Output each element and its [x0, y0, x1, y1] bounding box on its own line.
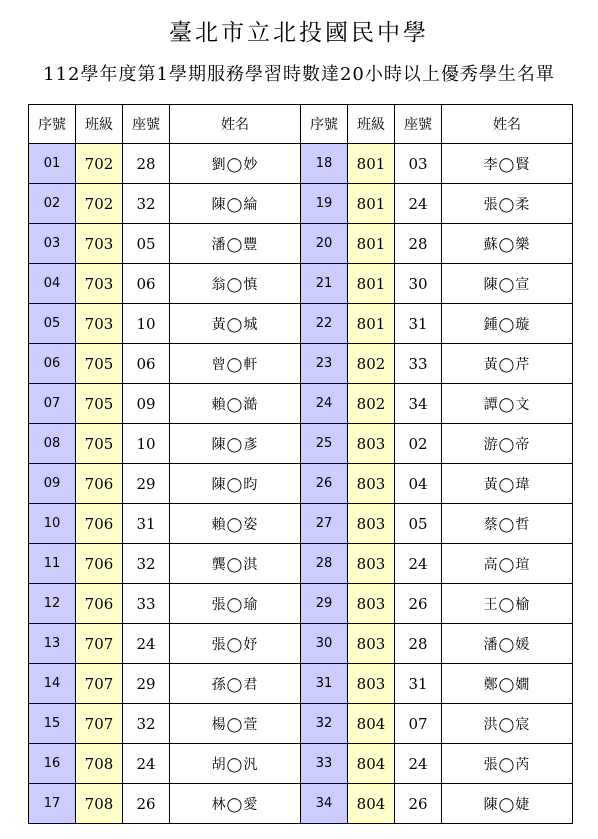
student-name-cell: 賴◯澔 — [170, 384, 301, 424]
class-number-cell: 802 — [348, 384, 395, 424]
header-seq-right: 序號 — [301, 105, 348, 144]
seat-number-cell: 28 — [123, 144, 170, 184]
seat-number-cell: 24 — [395, 544, 442, 584]
seat-number-cell: 32 — [123, 184, 170, 224]
table-row — [29, 144, 573, 184]
document-subtitle: 112學年度第1學期服務學習時數達20小時以上優秀學生名單 — [43, 64, 555, 85]
seat-number-cell: 02 — [395, 424, 442, 464]
class-number-cell: 706 — [76, 544, 123, 584]
seat-number-cell: 31 — [395, 304, 442, 344]
student-name-cell: 鄭◯嫺 — [442, 664, 573, 704]
student-name-cell: 張◯芮 — [442, 744, 573, 784]
seat-number-cell: 32 — [123, 704, 170, 744]
seat-number-cell: 30 — [395, 264, 442, 304]
table-row — [29, 664, 573, 704]
student-name-cell: 張◯柔 — [442, 184, 573, 224]
serial-number-cell: 14 — [29, 664, 76, 704]
table-row — [29, 344, 573, 384]
class-number-cell: 803 — [348, 424, 395, 464]
student-name-cell: 翁◯慎 — [170, 264, 301, 304]
student-name-cell: 蘇◯樂 — [442, 224, 573, 264]
class-number-cell: 803 — [348, 544, 395, 584]
class-number-cell: 708 — [76, 744, 123, 784]
class-number-cell: 801 — [348, 304, 395, 344]
serial-number-cell: 16 — [29, 744, 76, 784]
header-class-right: 班級 — [348, 105, 395, 144]
student-name-cell: 劉◯妙 — [170, 144, 301, 184]
table-row — [29, 464, 573, 504]
seat-number-cell: 05 — [123, 224, 170, 264]
serial-number-cell: 05 — [29, 304, 76, 344]
table-row — [29, 584, 573, 624]
serial-number-cell: 03 — [29, 224, 76, 264]
student-name-cell: 龔◯淇 — [170, 544, 301, 584]
roster-body — [29, 144, 573, 824]
class-number-cell: 705 — [76, 344, 123, 384]
class-number-cell: 703 — [76, 224, 123, 264]
student-name-cell: 潘◯豐 — [170, 224, 301, 264]
class-number-cell: 708 — [76, 784, 123, 824]
serial-number-cell: 32 — [301, 704, 348, 744]
class-number-cell: 706 — [76, 584, 123, 624]
student-name-cell: 林◯愛 — [170, 784, 301, 824]
serial-number-cell: 34 — [301, 784, 348, 824]
seat-number-cell: 31 — [123, 504, 170, 544]
table-row — [29, 264, 573, 304]
serial-number-cell: 02 — [29, 184, 76, 224]
serial-number-cell: 22 — [301, 304, 348, 344]
header-row — [29, 105, 573, 144]
header-class-left: 班級 — [76, 105, 123, 144]
seat-number-cell: 29 — [123, 664, 170, 704]
serial-number-cell: 09 — [29, 464, 76, 504]
seat-number-cell: 31 — [395, 664, 442, 704]
class-number-cell: 801 — [348, 264, 395, 304]
class-number-cell: 803 — [348, 584, 395, 624]
class-number-cell: 804 — [348, 744, 395, 784]
table-row — [29, 704, 573, 744]
seat-number-cell: 09 — [123, 384, 170, 424]
serial-number-cell: 21 — [301, 264, 348, 304]
serial-number-cell: 13 — [29, 624, 76, 664]
header-seq-left: 序號 — [29, 105, 76, 144]
seat-number-cell: 34 — [395, 384, 442, 424]
seat-number-cell: 24 — [395, 184, 442, 224]
seat-number-cell: 06 — [123, 264, 170, 304]
class-number-cell: 707 — [76, 624, 123, 664]
student-name-cell: 張◯妤 — [170, 624, 301, 664]
seat-number-cell: 06 — [123, 344, 170, 384]
serial-number-cell: 10 — [29, 504, 76, 544]
serial-number-cell: 31 — [301, 664, 348, 704]
seat-number-cell: 10 — [123, 424, 170, 464]
serial-number-cell: 04 — [29, 264, 76, 304]
student-name-cell: 潘◯媛 — [442, 624, 573, 664]
student-name-cell: 游◯帝 — [442, 424, 573, 464]
seat-number-cell: 26 — [123, 784, 170, 824]
student-name-cell: 高◯瑄 — [442, 544, 573, 584]
table-row — [29, 544, 573, 584]
serial-number-cell: 08 — [29, 424, 76, 464]
table-row — [29, 744, 573, 784]
serial-number-cell: 01 — [29, 144, 76, 184]
class-number-cell: 803 — [348, 464, 395, 504]
student-name-cell: 陳◯彥 — [170, 424, 301, 464]
serial-number-cell: 33 — [301, 744, 348, 784]
student-name-cell: 陳◯婕 — [442, 784, 573, 824]
student-name-cell: 譚◯文 — [442, 384, 573, 424]
header-name-right: 姓名 — [442, 105, 573, 144]
student-name-cell: 陳◯宣 — [442, 264, 573, 304]
header-seat-left: 座號 — [123, 105, 170, 144]
class-number-cell: 707 — [76, 664, 123, 704]
serial-number-cell: 29 — [301, 584, 348, 624]
seat-number-cell: 10 — [123, 304, 170, 344]
seat-number-cell: 32 — [123, 544, 170, 584]
seat-number-cell: 03 — [395, 144, 442, 184]
serial-number-cell: 17 — [29, 784, 76, 824]
table-row — [29, 424, 573, 464]
serial-number-cell: 23 — [301, 344, 348, 384]
table-row — [29, 504, 573, 544]
class-number-cell: 801 — [348, 184, 395, 224]
header-name-left: 姓名 — [170, 105, 301, 144]
student-name-cell: 賴◯姿 — [170, 504, 301, 544]
student-name-cell: 曾◯軒 — [170, 344, 301, 384]
class-number-cell: 702 — [76, 184, 123, 224]
student-name-cell: 蔡◯哲 — [442, 504, 573, 544]
seat-number-cell: 24 — [123, 624, 170, 664]
student-name-cell: 孫◯君 — [170, 664, 301, 704]
serial-number-cell: 24 — [301, 384, 348, 424]
student-name-cell: 楊◯萱 — [170, 704, 301, 744]
serial-number-cell: 25 — [301, 424, 348, 464]
serial-number-cell: 07 — [29, 384, 76, 424]
class-number-cell: 803 — [348, 504, 395, 544]
serial-number-cell: 28 — [301, 544, 348, 584]
seat-number-cell: 33 — [395, 344, 442, 384]
class-number-cell: 706 — [76, 464, 123, 504]
student-name-cell: 王◯榆 — [442, 584, 573, 624]
serial-number-cell: 18 — [301, 144, 348, 184]
serial-number-cell: 20 — [301, 224, 348, 264]
class-number-cell: 804 — [348, 704, 395, 744]
serial-number-cell: 15 — [29, 704, 76, 744]
class-number-cell: 803 — [348, 624, 395, 664]
seat-number-cell: 33 — [123, 584, 170, 624]
seat-number-cell: 24 — [123, 744, 170, 784]
student-name-cell: 陳◯綸 — [170, 184, 301, 224]
student-name-cell: 李◯賢 — [442, 144, 573, 184]
table-row — [29, 184, 573, 224]
table-row — [29, 304, 573, 344]
seat-number-cell: 26 — [395, 584, 442, 624]
class-number-cell: 803 — [348, 664, 395, 704]
class-number-cell: 703 — [76, 264, 123, 304]
class-number-cell: 705 — [76, 384, 123, 424]
student-name-cell: 黃◯瑋 — [442, 464, 573, 504]
serial-number-cell: 19 — [301, 184, 348, 224]
student-name-cell: 鍾◯璇 — [442, 304, 573, 344]
class-number-cell: 801 — [348, 224, 395, 264]
serial-number-cell: 06 — [29, 344, 76, 384]
seat-number-cell: 28 — [395, 224, 442, 264]
serial-number-cell: 30 — [301, 624, 348, 664]
seat-number-cell: 07 — [395, 704, 442, 744]
header-seat-right: 座號 — [395, 105, 442, 144]
table-row — [29, 784, 573, 824]
seat-number-cell: 05 — [395, 504, 442, 544]
student-name-cell: 洪◯宸 — [442, 704, 573, 744]
seat-number-cell: 28 — [395, 624, 442, 664]
student-name-cell: 張◯瑜 — [170, 584, 301, 624]
student-name-cell: 黃◯城 — [170, 304, 301, 344]
student-roster-table — [28, 104, 573, 824]
table-row — [29, 224, 573, 264]
class-number-cell: 702 — [76, 144, 123, 184]
class-number-cell: 706 — [76, 504, 123, 544]
school-title: 臺北市立北投國民中學 — [169, 20, 429, 46]
seat-number-cell: 24 — [395, 744, 442, 784]
seat-number-cell: 04 — [395, 464, 442, 504]
serial-number-cell: 11 — [29, 544, 76, 584]
table-row — [29, 624, 573, 664]
seat-number-cell: 26 — [395, 784, 442, 824]
seat-number-cell: 29 — [123, 464, 170, 504]
student-name-cell: 胡◯汎 — [170, 744, 301, 784]
class-number-cell: 802 — [348, 344, 395, 384]
class-number-cell: 707 — [76, 704, 123, 744]
class-number-cell: 801 — [348, 144, 395, 184]
class-number-cell: 705 — [76, 424, 123, 464]
serial-number-cell: 27 — [301, 504, 348, 544]
class-number-cell: 804 — [348, 784, 395, 824]
student-name-cell: 黃◯芹 — [442, 344, 573, 384]
serial-number-cell: 26 — [301, 464, 348, 504]
serial-number-cell: 12 — [29, 584, 76, 624]
table-row — [29, 384, 573, 424]
student-name-cell: 陳◯昀 — [170, 464, 301, 504]
class-number-cell: 703 — [76, 304, 123, 344]
